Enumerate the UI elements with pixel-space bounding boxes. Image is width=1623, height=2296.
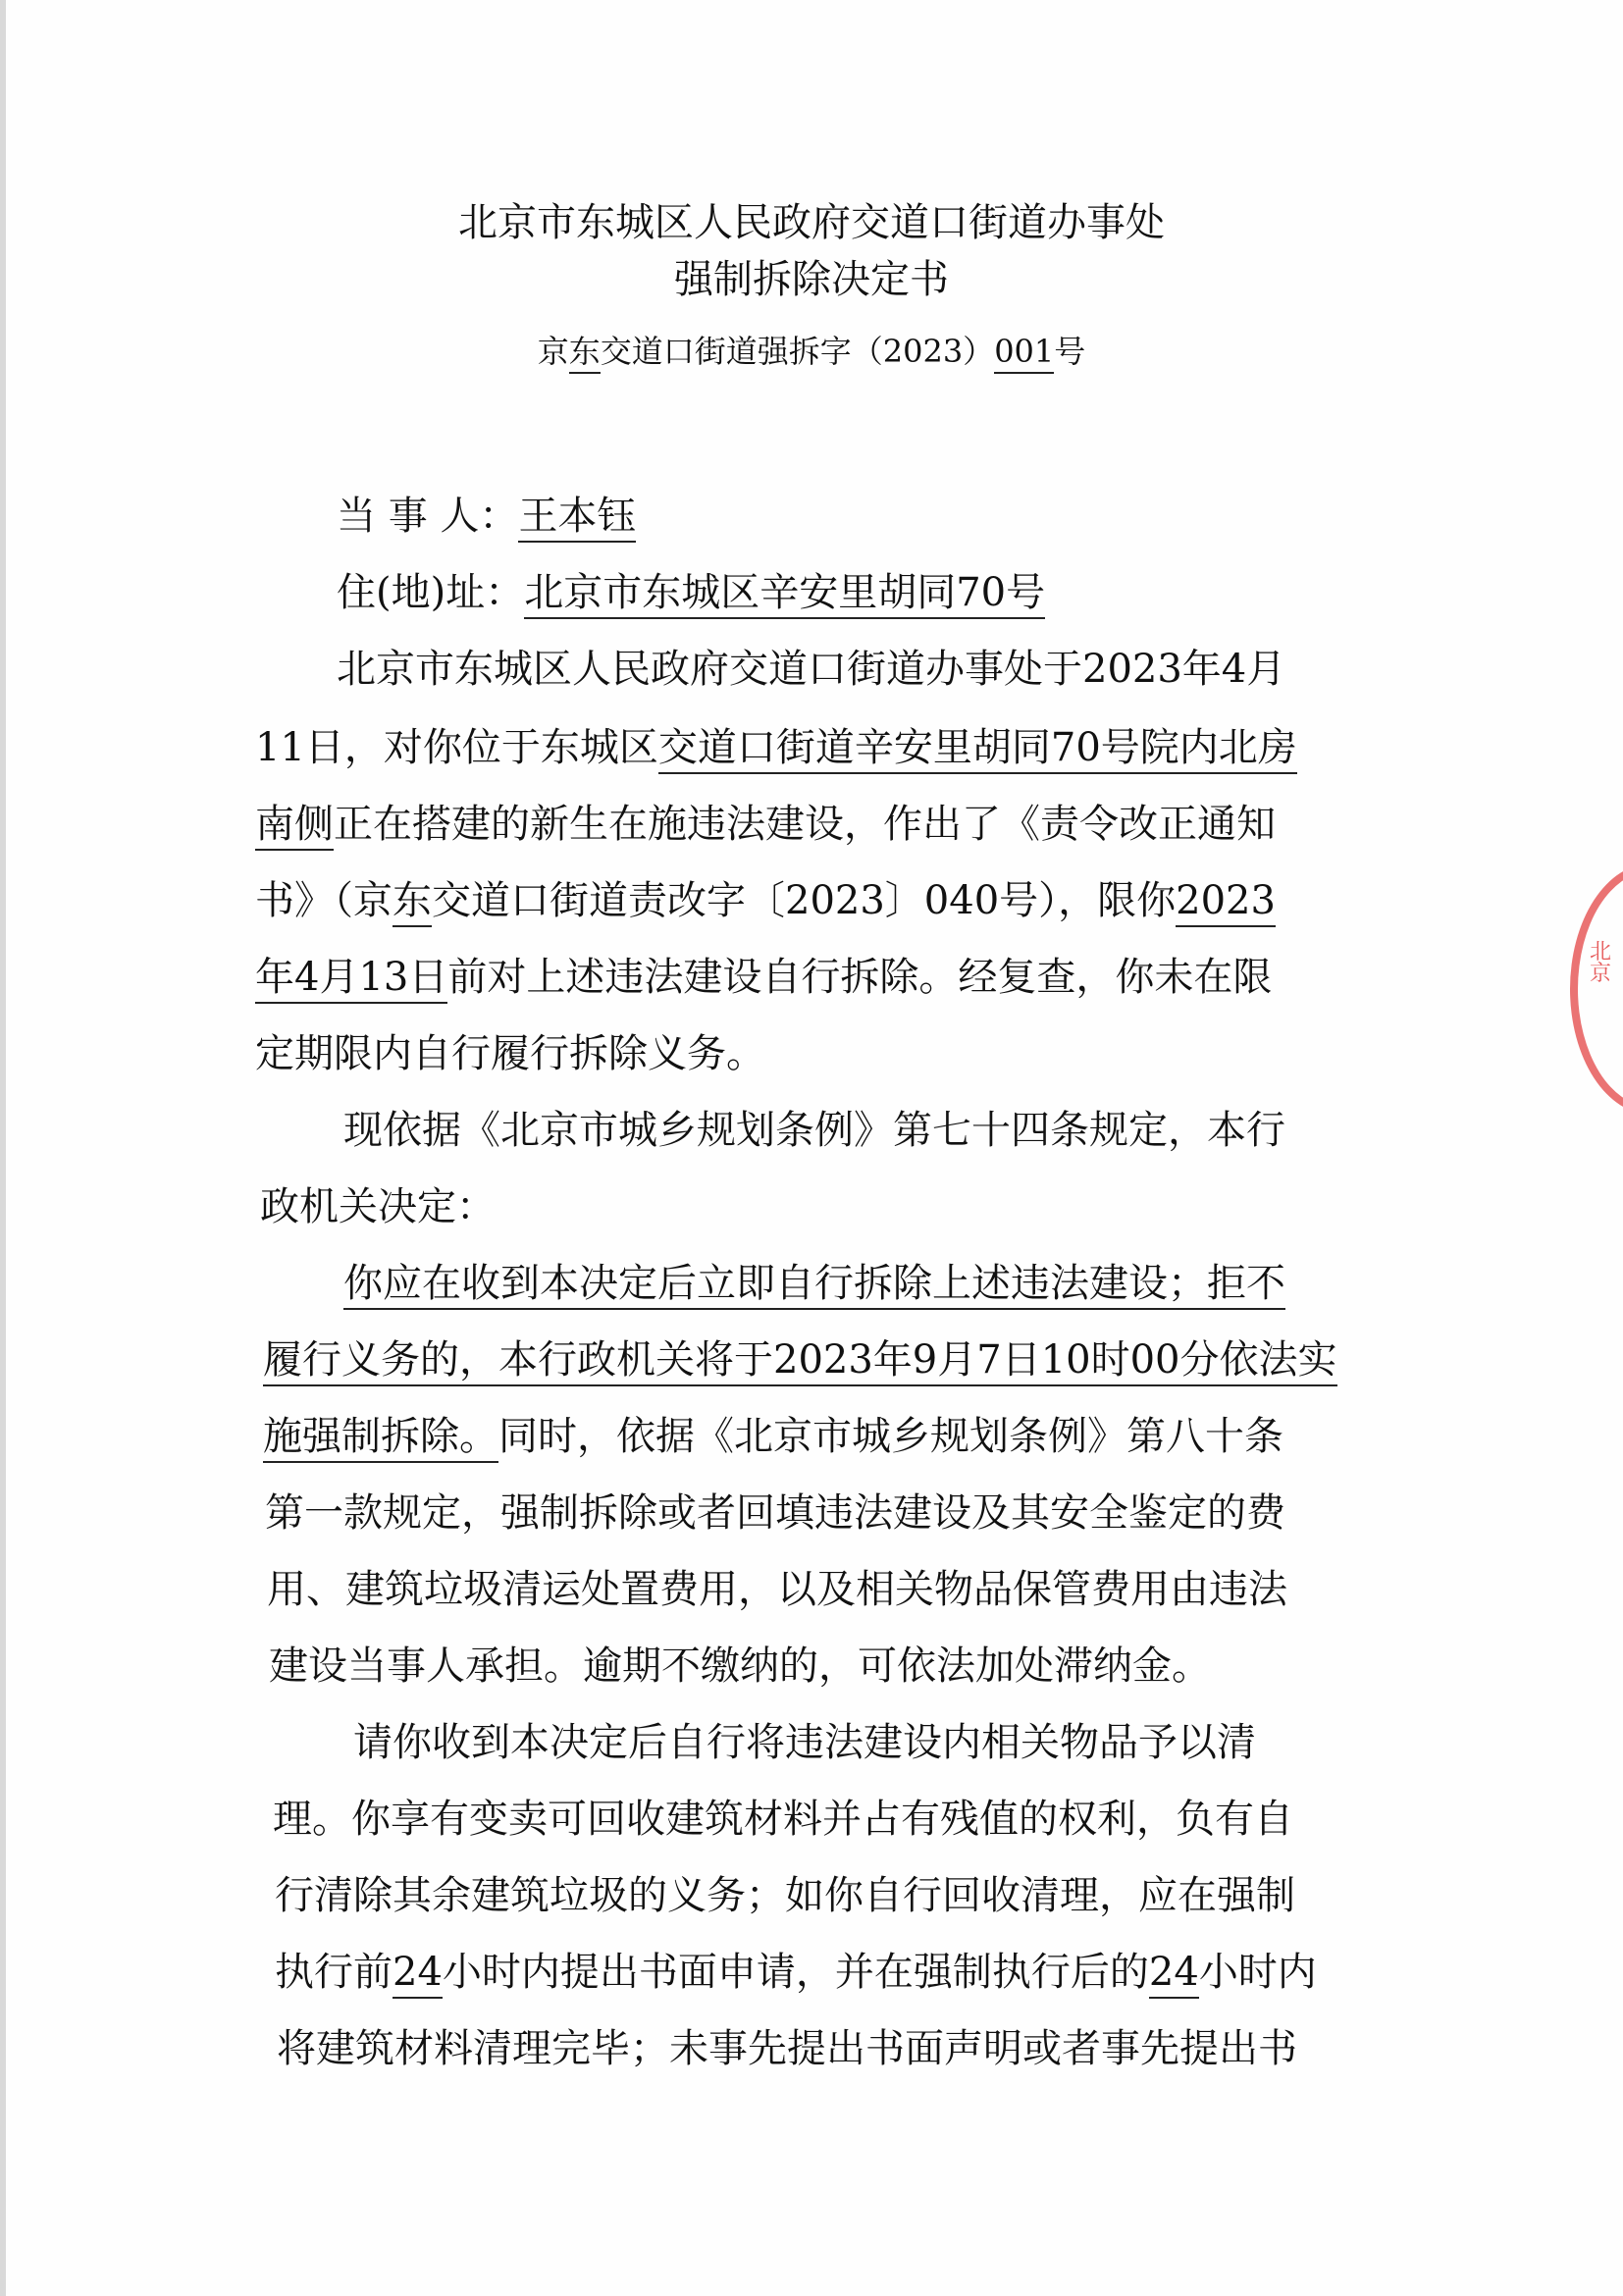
decision-underlined: 你应在收到本决定后立即自行拆除上述违法建设；拒不 [343, 1261, 1285, 1310]
body-underlined: 南侧 [255, 802, 334, 851]
decision-underlined: 履行义务的，本行政机关将于2023年9月7日10时00分依法实 [263, 1337, 1337, 1386]
body-text: 执行前 [275, 1950, 393, 1995]
body-line: 建设当事人承担。逾期不缴纳的，可依法加处滞纳金。 [269, 1644, 1211, 1689]
party-address: 北京市东城区辛安里胡同70号 [524, 570, 1045, 619]
body-line [275, 1941, 1413, 1997]
body-text: 交道口街道责改字〔2023〕040号），限你 [432, 878, 1177, 923]
body-line: 政机关决定： [260, 1184, 496, 1229]
doc-number-underlined-1: 东 [569, 333, 601, 374]
body-line: 现依据《北京市城乡规划条例》第七十四条规定，本行 [343, 1108, 1285, 1153]
body-line [263, 1329, 1401, 1384]
doc-number-mid: 交道口街道强拆字（2023） [600, 333, 995, 370]
body-line: 北京市东城区人民政府交道口街道办事处于2023年4月 [337, 647, 1286, 692]
body-line [255, 716, 1393, 772]
document-title-line1: 北京市东城区人民政府交道口街道办事处 [458, 200, 1165, 245]
body-underlined: 2023 [1176, 878, 1276, 927]
body-underlined: 24 [393, 1950, 443, 1999]
doc-number-underlined-2: 001 [994, 333, 1054, 374]
body-text: 书》（京 [255, 878, 393, 923]
body-text: 前对上述违法建设自行拆除。经复查，你未在限 [447, 955, 1273, 1000]
body-line: 将建筑材料清理完毕；未事先提出书面声明或者事先提出书 [277, 2026, 1297, 2071]
address-label: 住(地)址： [337, 570, 525, 615]
party-name: 王本钰 [518, 494, 636, 543]
body-line: 用、建筑垃圾清运处置费用，以及相关物品保管费用由违法 [267, 1567, 1287, 1612]
body-underlined: 24 [1149, 1950, 1199, 1999]
body-text: 小时内提出书面申请，并在强制执行后的 [442, 1950, 1149, 1995]
body-line: 行清除其余建筑垃圾的义务；如你自行回收清理，应在强制 [275, 1873, 1295, 1918]
party-label: 当 事 人： [337, 494, 519, 539]
body-line [263, 1405, 1401, 1461]
body-line [343, 1252, 1482, 1308]
decision-underlined: 施强制拆除。 [263, 1414, 498, 1463]
doc-number-suffix: 号 [1054, 333, 1086, 370]
address-line [337, 561, 1475, 617]
body-line: 第一款规定，强制拆除或者回填违法建设及其安全鉴定的费 [265, 1490, 1285, 1536]
body-line: 请你收到本决定后自行将违法建设内相关物品予以清 [353, 1720, 1256, 1765]
document-title-line2: 强制拆除决定书 [674, 257, 949, 302]
body-line: 定期限内自行履行拆除义务。 [255, 1031, 765, 1076]
doc-number-prefix: 京 [537, 333, 569, 370]
party-line [337, 485, 1475, 541]
body-text: 正在搭建的新生在施违法建设，作出了《责令改正通知 [334, 802, 1276, 847]
body-text: 同时，依据《北京市城乡规划条例》第八十条 [498, 1414, 1283, 1459]
body-line [255, 793, 1393, 849]
body-text: 小时内 [1198, 1950, 1317, 1995]
seal-partial-text: 北京 [1590, 940, 1612, 986]
body-line [255, 946, 1393, 1002]
body-line [255, 869, 1393, 925]
body-underlined: 交道口街道辛安里胡同70号院内北房 [658, 725, 1297, 774]
document-number [0, 327, 1623, 372]
body-line: 理。你享有变卖可回收建筑材料并占有残值的权利，负有自 [273, 1797, 1293, 1842]
body-underlined: 年4月13日 [255, 955, 447, 1004]
body-underlined: 东 [393, 878, 432, 927]
body-text: 11日，对你位于东城区 [255, 725, 658, 770]
